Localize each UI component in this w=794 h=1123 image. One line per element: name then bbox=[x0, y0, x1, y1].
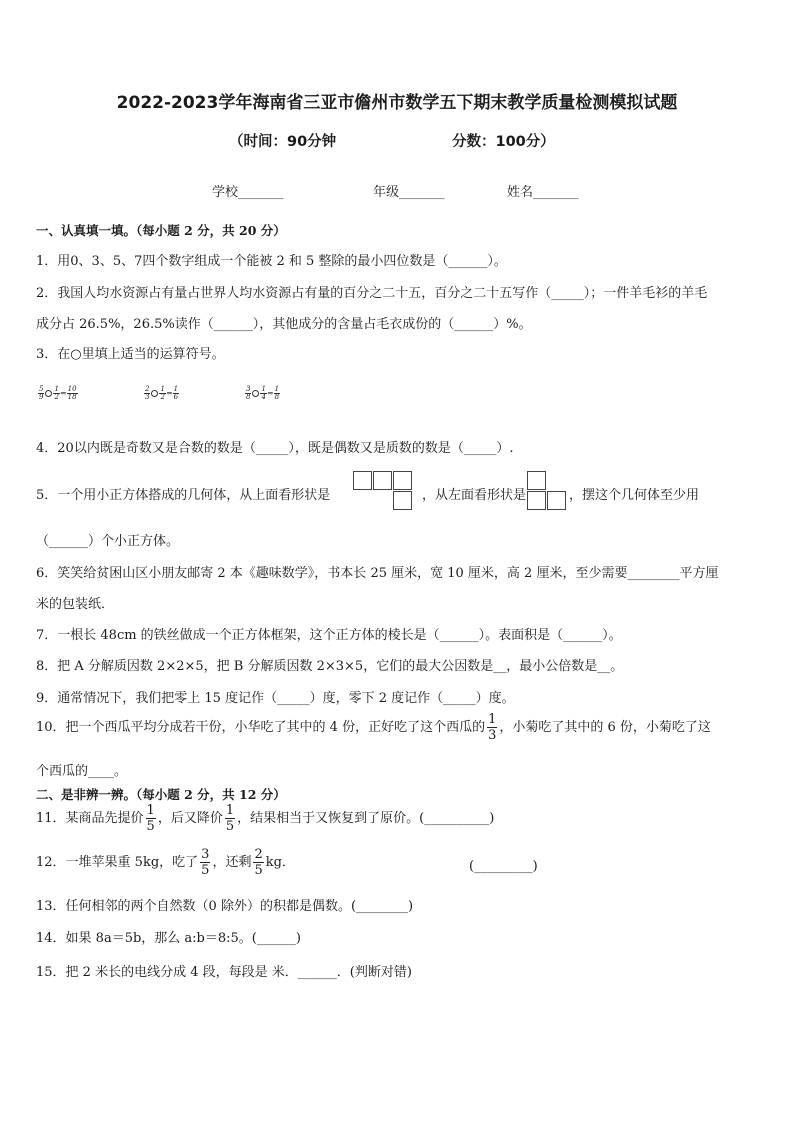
top-view-figure bbox=[353, 471, 415, 513]
left-view-figure bbox=[527, 471, 569, 513]
grade-field: 年级_______ bbox=[373, 185, 445, 200]
section-2-heading: 二、是非辨一辨。（每小题 2 分，共 12 分） bbox=[36, 787, 286, 802]
question-10-line-1: 10．把一个西瓜平均分成若干份，小华吃了其中的 4 份，正好吃了这个西瓜的 $\frac{1}{3}$ ，小菊吃了其中的 6 份，小菊吃了这 bbox=[36, 712, 711, 743]
question-7: 7．一根长 48cm 的铁丝做成一个正方体框架，这个正方体的棱长是（______）。表面积是（______）。 bbox=[36, 628, 622, 643]
page-title: 2022-2023学年海南省三亚市儋州市数学五下期末教学质量检测模拟试题 bbox=[116, 93, 678, 113]
question-8: 8．把 A 分解质因数 2×2×5，把 B 分解质因数 2×3×5，它们的最大公因数是__，最小公倍数是__。 bbox=[36, 659, 624, 674]
question-5-text-d: （______）个小正方体。 bbox=[36, 534, 180, 549]
fraction: $\frac{1}{5}$ bbox=[225, 803, 235, 834]
question-5-text-a: 5．一个用小正方体搭成的几何体，从上面看形状是 bbox=[36, 488, 331, 503]
blank-circle-icon bbox=[151, 390, 158, 397]
score-label: 分数：100分） bbox=[452, 134, 555, 150]
question-12-answer-blank: (_________) bbox=[469, 859, 538, 874]
question-4: 4．20以内既是奇数又是合数的数是（_____），既是偶数又是质数的数是（_____）. bbox=[36, 441, 514, 456]
question-11: 11．某商品先提价 $\frac{1}{5}$ ，后又降价 $\frac{1}{5}$ ，结果相当于又恢复到了原价。(__________) bbox=[36, 803, 495, 834]
question-10-line-2: 个西瓜的____。 bbox=[36, 764, 128, 779]
fraction: $\frac{3}{5}$ bbox=[201, 847, 210, 878]
section-1-heading: 一、认真填一填。（每小题 2 分，共 20 分） bbox=[36, 223, 286, 238]
name-field: 姓名_______ bbox=[507, 185, 579, 200]
q3-expression-3: $\frac{3}{8}$ $\frac{1}{4}$ = $\frac{1}{8}$ bbox=[246, 385, 280, 401]
q3-expression-1: $\frac{5}{9}$ $\frac{1}{2}$ = $\frac{10}{18}$ bbox=[39, 385, 77, 401]
time-label: （时间：90分钟 bbox=[229, 134, 337, 150]
question-2-line-1: 2．我国人均水资源占有量占世界人均水资源占有量的百分之二十五，百分之二十五写作（_____）；一件羊毛衫的羊毛 bbox=[36, 286, 708, 301]
blank-circle-icon bbox=[45, 390, 52, 397]
question-5-text-c: ，摆这个几何体至少用 bbox=[569, 488, 700, 503]
fraction: $\frac{2}{5}$ bbox=[254, 847, 263, 878]
question-14: 14．如果 8a＝5b，那么 a:b＝8:5。(______) bbox=[36, 931, 301, 946]
fraction: $\frac{1}{5}$ bbox=[146, 803, 155, 834]
q3-expression-2: $\frac{2}{3}$ $\frac{1}{2}$ = $\frac{1}{6}$ bbox=[145, 385, 179, 401]
question-2-line-2: 成分占 26.5%，26.5%读作（______），其他成分的含量占毛衣成份的（______）%。 bbox=[36, 317, 532, 332]
question-6-line-1: 6．笑笑给贫困山区小朋友邮寄 2 本《趣味数学》，书本长 25 厘米，宽 10 厘米，高 2 厘米，至少需要________平方厘 bbox=[36, 566, 719, 581]
question-3: 3．在○里填上适当的运算符号。 bbox=[36, 347, 225, 362]
question-15: 15．把 2 米长的电线分成 4 段，每段是 米．______．(判断对错) bbox=[36, 965, 412, 980]
question-1: 1．用0、3、5、7四个数字组成一个能被 2 和 5 整除的最小四位数是（______）。 bbox=[36, 254, 507, 269]
question-9: 9．通常情况下，我们把零上 15 度记作（_____）度，零下 2 度记作（_____）度。 bbox=[36, 691, 515, 706]
blank-circle-icon bbox=[252, 390, 259, 397]
school-field: 学校_______ bbox=[212, 185, 284, 200]
fraction: $\frac{1}{3}$ bbox=[488, 712, 497, 743]
question-5-text-b: ，从左面看形状是 bbox=[422, 488, 527, 503]
question-6-line-2: 米的包装纸． bbox=[36, 597, 115, 612]
question-13: 13．任何相邻的两个自然数（0 除外）的积都是偶数。(________) bbox=[36, 899, 414, 914]
question-12: 12．一堆苹果重 5kg，吃了 $\frac{3}{5}$ ，还剩 $\frac{2}{5}$ kg． bbox=[36, 847, 295, 878]
